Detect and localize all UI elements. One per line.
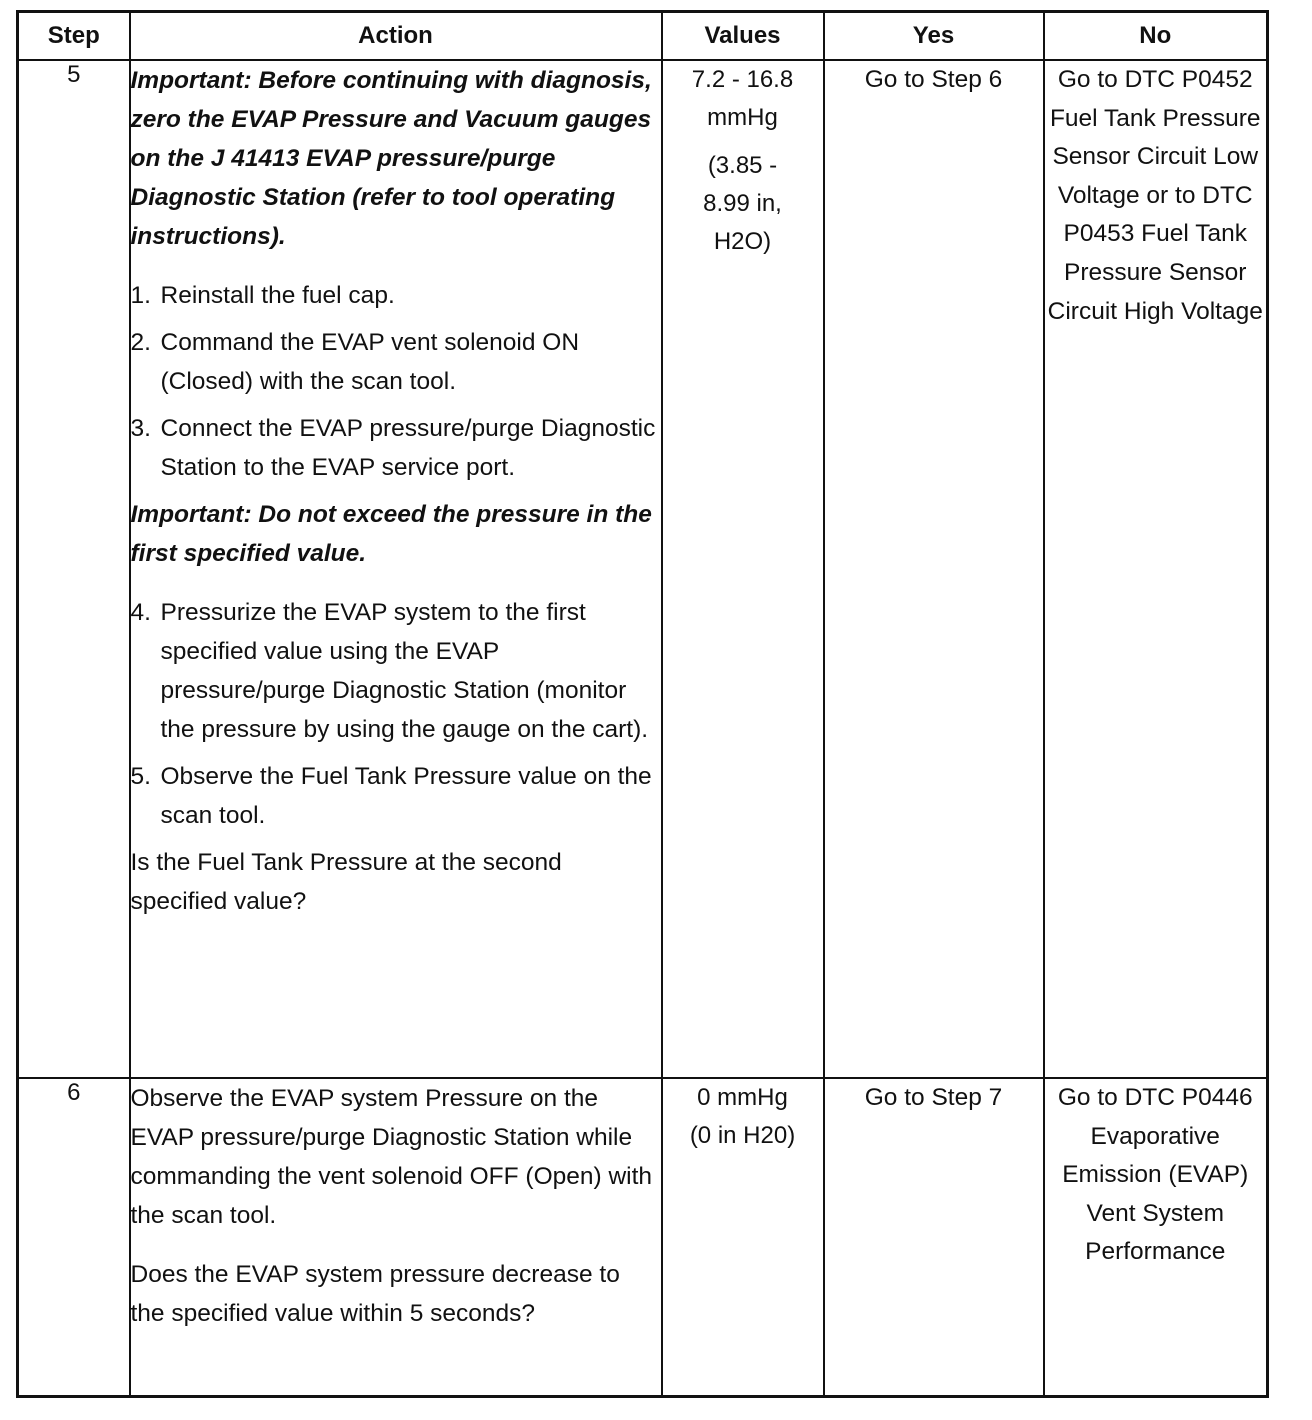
list-item: [131, 276, 661, 315]
list-item-text: Observe the Fuel Tank Pressure value on the scan tool.: [160, 763, 652, 829]
header-row: [18, 12, 1268, 61]
table-row-step-6: [18, 1078, 1268, 1396]
header-values: Values: [662, 12, 824, 61]
action-cell: [130, 1078, 662, 1396]
values-cell: [662, 1078, 824, 1396]
list-item: [131, 323, 661, 401]
list-item: [131, 757, 661, 835]
yes-cell: Go to Step 7: [824, 1078, 1044, 1396]
header-yes: Yes: [824, 12, 1044, 61]
diagnostic-table: [16, 10, 1269, 1398]
instruction-list: [131, 593, 661, 835]
header-no: No: [1044, 12, 1268, 61]
no-cell: Go to DTC P0452 Fuel Tank Pressure Sensor Circuit Low Voltage or to DTC P0453 Fuel Tank Pressure Sensor Circuit High Voltage: [1044, 60, 1268, 1078]
header-action: Action: [130, 12, 662, 61]
list-item: [131, 409, 661, 487]
important-note: Important: Before continuing with diagnosis, zero the EVAP Pressure and Vacuum gauges on the J 41413 EVAP pressure/purge Diagnostic Station (refer to tool operating instructions).: [130, 67, 652, 250]
header-step: Step: [18, 12, 130, 61]
yes-cell: Go to Step 6: [824, 60, 1044, 1078]
instruction-list: [131, 276, 661, 487]
list-item-number: 5.: [130, 763, 151, 790]
list-item-text: Pressurize the EVAP system to the first specified value using the EVAP pressure/purge Diagnostic Station (monitor the pressure by using the gauge on the cart).: [160, 599, 649, 743]
list-item-number: 4.: [130, 599, 151, 626]
step-number: 5: [18, 60, 130, 1078]
step-number: 6: [18, 1078, 130, 1396]
list-item-text: Command the EVAP vent solenoid ON (Closed) with the scan tool.: [160, 329, 580, 395]
list-item-text: Reinstall the fuel cap.: [160, 282, 395, 309]
no-cell: Go to DTC P0446 Evaporative Emission (EVAP) Vent System Performance: [1044, 1078, 1268, 1396]
important-note: Important: Do not exceed the pressure in the first specified value.: [130, 501, 652, 567]
list-item-text: Connect the EVAP pressure/purge Diagnostic Station to the EVAP service port.: [160, 415, 656, 481]
list-item-number: 2.: [130, 329, 151, 356]
list-item-number: 1.: [130, 282, 151, 309]
values-cell: [662, 60, 824, 1078]
list-item: [131, 593, 661, 749]
instruction-text: Observe the EVAP system Pressure on the EVAP pressure/purge Diagnostic Station while commanding the vent solenoid OFF (Open) with the scan tool.: [130, 1085, 653, 1229]
question-text: Does the EVAP system pressure decrease to the specified value within 5 seconds?: [130, 1261, 620, 1327]
value-text: 0 mmHg (0 in H20): [689, 1084, 796, 1149]
question-text: Is the Fuel Tank Pressure at the second specified value?: [130, 849, 562, 915]
value-text: (3.85 - 8.99 in, H2O): [703, 152, 782, 255]
action-cell: [130, 60, 662, 1078]
list-item-number: 3.: [130, 415, 151, 442]
table-row-step-5: [18, 60, 1268, 1078]
value-text: 7.2 - 16.8 mmHg: [691, 66, 794, 131]
